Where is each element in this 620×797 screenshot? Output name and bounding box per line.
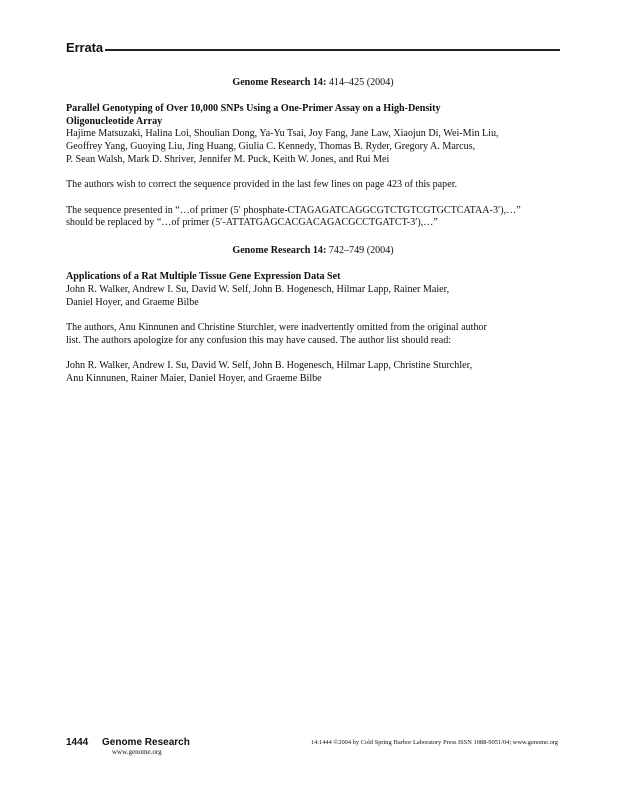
paragraph-line: The authors wish to correct the sequence provided in the last few lines on page 423 of this paper. <box>66 179 458 191</box>
page-number: 1444 <box>66 737 89 748</box>
author-line: P. Sean Walsh, Mark D. Shriver, Jennifer M. Puck, Keith W. Jones, and Rui Mei <box>66 153 390 165</box>
author-line: Daniel Hoyer, and Graeme Bilbe <box>66 296 199 308</box>
footer-journal-name: Genome Research <box>102 737 190 748</box>
erratum-1 <box>66 77 560 230</box>
author-list <box>66 128 560 166</box>
author-line: Geoffrey Yang, Guoying Liu, Jing Huang, Giulia C. Kennedy, Thomas B. Ryder, Gregory A. Marcus, <box>66 141 476 153</box>
article-title-line: Oligonucleotide Array <box>66 115 163 127</box>
header-rule <box>105 49 560 51</box>
paragraph-line: John R. Walker, Andrew I. Su, David W. Self, John B. Hogenesch, Hilmar Lapp, Christine Sturchler, <box>66 359 473 371</box>
author-line: John R. Walker, Andrew I. Su, David W. Self, John B. Hogenesch, Hilmar Lapp, Rainer Maier, <box>66 283 450 295</box>
article-title <box>66 103 560 129</box>
correction-paragraph <box>66 179 560 192</box>
journal-name: Genome Research 14: <box>232 245 327 257</box>
article-title <box>66 271 560 284</box>
header-title: Errata <box>66 40 103 55</box>
author-list <box>66 284 560 310</box>
correction-paragraph <box>66 322 560 348</box>
corrected-author-list <box>66 360 560 386</box>
paragraph-line: list. The authors apologize for any confusion this may have caused. The author list should read: <box>66 334 452 346</box>
article-title-line: Applications of a Rat Multiple Tissue Gene Expression Data Set <box>66 270 341 282</box>
author-line: Hajime Matsuzaki, Halina Loi, Shoulian Dong, Ya-Yu Tsai, Joy Fang, Jane Law, Xiaojun Di, Wei-Min Liu, <box>66 128 499 140</box>
page-header <box>66 40 560 56</box>
footer-copyright: 14:1444 ©2004 by Cold Spring Harbor Laboratory Press ISSN 1088-9051/04; www.genome.org <box>310 739 558 746</box>
page-footer <box>66 737 560 761</box>
sequence-paragraph <box>66 205 560 231</box>
footer-website: www.genome.org <box>112 748 162 756</box>
errata-content <box>66 77 560 386</box>
erratum-2 <box>66 245 560 385</box>
journal-pages: 742–749 (2004) <box>326 245 394 257</box>
journal-citation <box>66 77 560 90</box>
article-title-line: Parallel Genotyping of Over 10,000 SNPs Using a One-Primer Assay on a High-Density <box>66 102 441 114</box>
paragraph-line: Anu Kinnunen, Rainer Maier, Daniel Hoyer, and Graeme Bilbe <box>66 372 322 384</box>
journal-name: Genome Research 14: <box>232 77 327 88</box>
paragraph-line: should be replaced by “…of primer (5′-ATTATGAGCACGACAGACGCCTGATCT-3′),…” <box>66 217 438 229</box>
journal-pages: 414–425 (2004) <box>326 77 394 88</box>
paragraph-line: The authors, Anu Kinnunen and Christine Sturchler, were inadvertently omitted from the original author <box>66 321 487 333</box>
journal-citation <box>66 245 560 258</box>
paragraph-line: The sequence presented in “…of primer (5′ phosphate-CTAGAGATCAGGCGTCTGTCGTGCTCATAA-3′),…” <box>66 204 521 216</box>
